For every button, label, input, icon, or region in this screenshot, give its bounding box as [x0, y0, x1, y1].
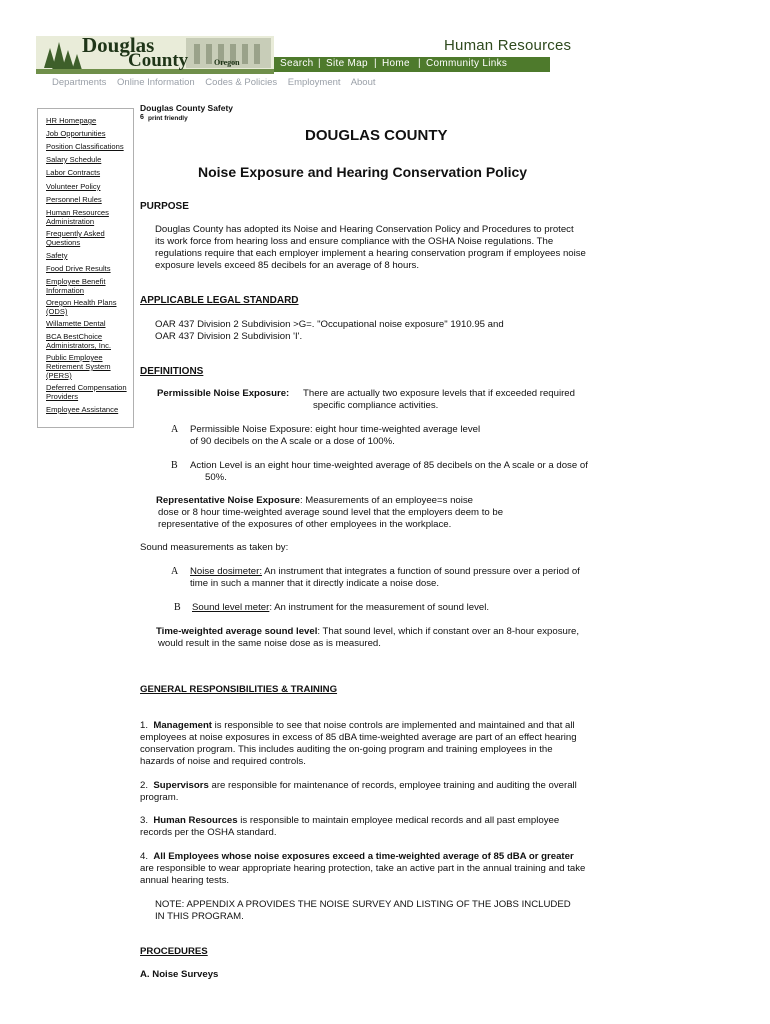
community-links-link[interactable]: Community Links [426, 58, 508, 69]
sidebar-item-salary-schedule[interactable]: Salary Schedule [46, 155, 102, 164]
home-link[interactable]: Home [382, 58, 410, 69]
sidebar-item-labor-contracts[interactable]: Labor Contracts [46, 168, 101, 177]
all-employees-term: All Employees whose noise exposures exceed a time-weighted average of 85 dBA or greater [153, 851, 574, 862]
link-separator: | [374, 58, 377, 69]
procedures-heading: PROCEDURES [140, 946, 208, 957]
list-letter: B [171, 460, 178, 471]
pne-text: specific compliance activities. [313, 400, 439, 411]
responsibility-text: is responsible to see that noise controls are implemented and maintained and that all [212, 720, 575, 731]
item-number: 1. [140, 720, 149, 731]
breadcrumb: Douglas County Safety [140, 103, 234, 113]
nd-text: An instrument that integrates a function of sound pressure over a period of [261, 566, 580, 577]
logo-oregon-text: Oregon [214, 58, 240, 67]
responsibility-line [140, 815, 559, 827]
responsibility-line: employees at noise exposures in excess of 85 dBA time-weighted average are part of an effect hearing [140, 732, 577, 743]
responsibility-text: is responsible to maintain employee medical records and all past employee [237, 815, 560, 826]
print-friendly-link[interactable]: print friendly [148, 115, 188, 122]
rne-line: dose or 8 hour time-weighted average sound level that the employers deem to be [158, 507, 504, 518]
responsibility-line: hazards of noise and required controls. [140, 756, 306, 767]
responsibility-line [140, 780, 577, 792]
rne-text: : Measurements of an employee=s noise [299, 495, 474, 506]
logo-county-text: County [128, 50, 189, 71]
nav-departments[interactable]: Departments [52, 77, 107, 88]
item-number: 3. [140, 815, 149, 826]
twa-text: : That sound level, which if constant over an 8-hour exposure, [317, 626, 580, 637]
header-banner [36, 36, 572, 74]
list-letter: A [171, 424, 179, 435]
sidebar-item-hr-homepage[interactable]: HR Homepage [46, 116, 97, 125]
link-separator: | [318, 58, 321, 69]
county-logo[interactable] [36, 36, 274, 74]
sidebar-item-position-classifications[interactable]: Position Classifications [46, 142, 124, 151]
sidebar-item-faq[interactable]: Frequently Asked Questions [46, 229, 105, 247]
nd-line [190, 566, 580, 578]
slm-line [192, 602, 489, 614]
nav-codes-policies[interactable]: Codes & Policies [205, 77, 278, 88]
sidebar-item-volunteer-policy[interactable]: Volunteer Policy [46, 182, 101, 191]
sidebar-item-safety[interactable]: Safety [46, 251, 68, 260]
purpose-line: exposure levels exceed 85 decibels for an average of 8 hours. [155, 260, 419, 271]
responsibility-line [140, 851, 574, 863]
list-letter: A [171, 566, 179, 577]
purpose-heading: PURPOSE [140, 201, 189, 212]
nd-term: Noise dosimeter: [190, 566, 262, 577]
nd-line: time in such a manner that it directly indicate a noise dose. [190, 578, 440, 589]
sidebar [37, 108, 134, 428]
sidebar-item-hr-administration[interactable]: Human Resources Administration [46, 208, 109, 226]
twa-line [156, 626, 579, 638]
sidebar-item-pers[interactable]: Public Employee Retirement System (PERS) [46, 353, 111, 380]
search-link[interactable]: Search [280, 58, 314, 69]
legal-line: OAR 437 Division 2 Subdivision 'I'. [155, 331, 303, 342]
sidebar-item-deferred-compensation[interactable]: Deferred Compensation Providers [46, 383, 127, 401]
sound-intro: Sound measurements as taken by: [140, 542, 289, 553]
note-line: NOTE: APPENDIX A PROVIDES THE NOISE SURVEY AND LISTING OF THE JOBS INCLUDED [155, 899, 571, 910]
sidebar-item-employee-benefits[interactable]: Employee Benefit Information [46, 277, 106, 295]
sidebar-item-food-drive[interactable]: Food Drive Results [46, 264, 111, 273]
top-nav [52, 77, 384, 88]
item-number: 2. [140, 780, 149, 791]
slm-text: : An instrument for the measurement of sound level. [269, 602, 490, 613]
department-title: Human Resources [444, 37, 572, 54]
management-term: Management [153, 720, 212, 731]
legal-heading: APPLICABLE LEGAL STANDARD [140, 295, 299, 306]
responsibility-text: are responsible for maintenance of records, employee training and auditing the overall [208, 780, 577, 791]
list-letter: B [174, 602, 181, 613]
site-map-link[interactable]: Site Map [326, 58, 368, 69]
link-separator: | [418, 58, 421, 69]
department-header [274, 36, 572, 74]
responsibility-line: conservation program. This includes auditing the on-going program and training employees in the [140, 744, 553, 755]
purpose-line: Douglas County has adopted its Noise and Hearing Conservation Policy and Procedures to protect [155, 224, 574, 235]
nav-online-information[interactable]: Online Information [117, 77, 195, 88]
rne-term: Representative Noise Exposure [156, 495, 300, 506]
responsibility-line: annual hearing tests. [140, 875, 230, 886]
definitions-heading: DEFINITIONS [140, 366, 204, 377]
header-links-bar [274, 57, 550, 72]
pne-term: Permissible Noise Exposure: [157, 388, 290, 399]
rne-line: representative of the exposures of other employees in the workplace. [158, 519, 452, 530]
purpose-line: its work force from hearing loss and ensure compliance with the OSHA Noise regulations. The [155, 236, 554, 247]
responsibility-line: are responsible to wear appropriate hearing protection, take an active part in the annual training and take [140, 863, 586, 874]
sidebar-item-job-opportunities[interactable]: Job Opportunities [46, 129, 106, 138]
sidebar-item-oregon-health-plans[interactable]: Oregon Health Plans (ODS) [46, 298, 117, 316]
twa-term: Time-weighted average sound level [156, 626, 318, 637]
definition-line: Action Level is an eight hour time-weighted average of 85 decibels on the A scale or a dose of [190, 460, 588, 471]
rne-line [156, 495, 473, 507]
item-number: 4. [140, 851, 149, 862]
purpose-line: regulations require that each employer implement a hearing conservation program if employees noise [155, 248, 586, 259]
responsibility-line: records per the OSHA standard. [140, 827, 277, 838]
twa-line: would result in the same noise dose as is measured. [158, 638, 381, 649]
nav-employment[interactable]: Employment [287, 77, 341, 88]
responsibilities-heading: GENERAL RESPONSIBILITIES & TRAINING [140, 684, 338, 695]
pne-text: There are actually two exposure levels that if exceeded required [303, 388, 575, 399]
responsibility-line: program. [140, 792, 179, 803]
definition-line: of 90 decibels on the A scale or a dose of 100%. [190, 436, 395, 447]
definition-line: Permissible Noise Exposure: eight hour time-weighted average level [190, 424, 481, 435]
logo-douglas-text: Douglas [82, 36, 155, 57]
sidebar-item-employee-assistance[interactable]: Employee Assistance [46, 405, 119, 414]
responsibility-line [140, 720, 575, 732]
slm-term: Sound level meter [192, 602, 270, 613]
nav-about[interactable]: About [350, 77, 376, 88]
sidebar-item-bca-bestchoice[interactable]: BCA BestChoice Administrators, Inc. [46, 332, 111, 350]
definition-line: 50%. [205, 472, 227, 483]
supervisors-term: Supervisors [153, 780, 209, 791]
hr-term: Human Resources [153, 815, 238, 826]
print-count: 6 [140, 114, 144, 121]
sidebar-item-personnel-rules[interactable]: Personnel Rules [46, 195, 102, 204]
sidebar-item-willamette-dental[interactable]: Willamette Dental [46, 319, 106, 328]
page-title: DOUGLAS COUNTY [305, 127, 448, 144]
page-subtitle: Noise Exposure and Hearing Conservation Policy [198, 164, 528, 180]
note-line: IN THIS PROGRAM. [155, 911, 244, 922]
noise-surveys-heading: A. Noise Surveys [140, 969, 219, 980]
legal-line: OAR 437 Division 2 Subdivision >G=. "Occupational noise exposure" 1910.95 and [155, 319, 504, 330]
